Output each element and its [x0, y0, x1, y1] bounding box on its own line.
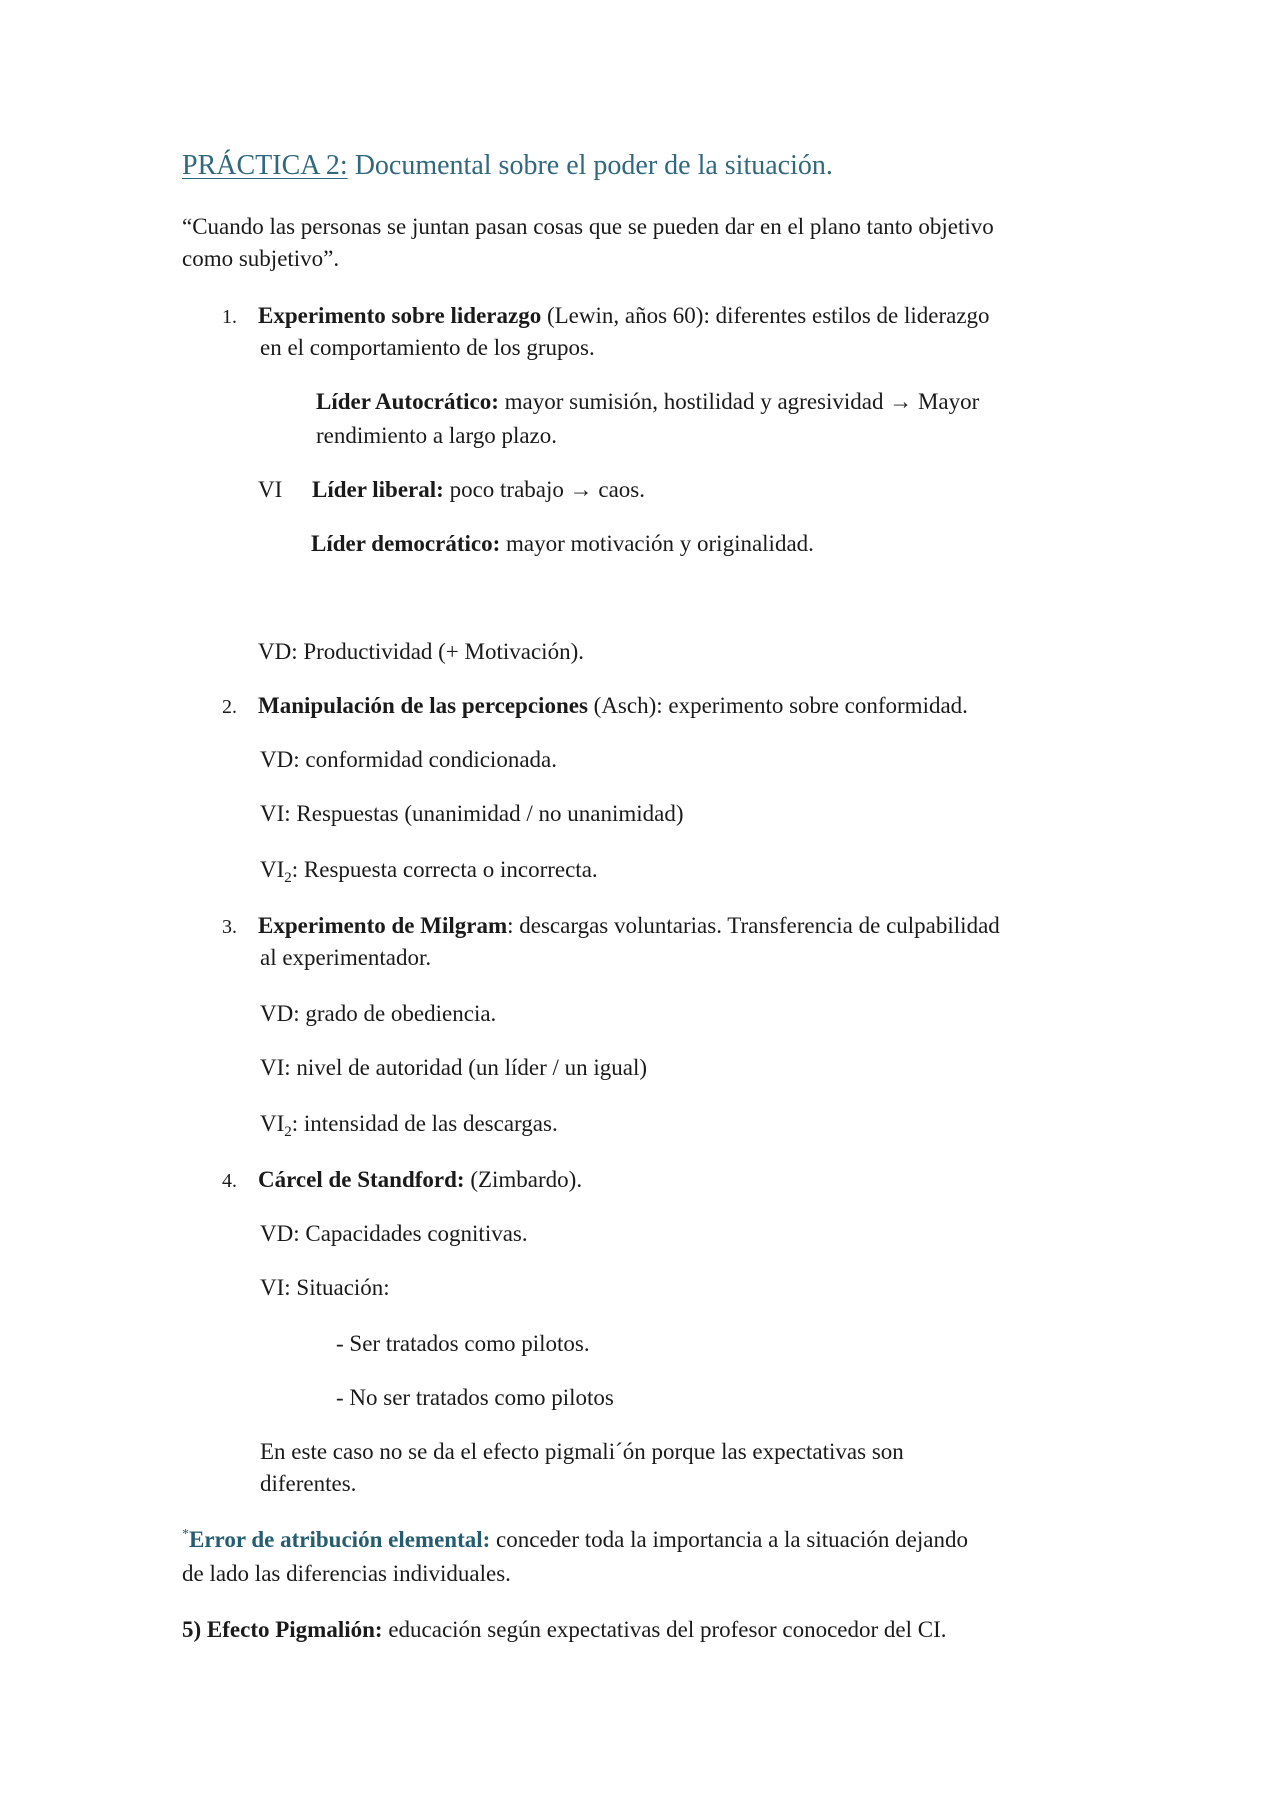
error-asterisk: * — [182, 1527, 189, 1542]
item-1-vd: VD: Productividad (+ Motivación). — [258, 639, 584, 664]
liberal-leader — [312, 474, 645, 506]
item-3-vi: VI: nivel de autoridad (un líder / un igual) — [260, 1055, 648, 1080]
autocratic-leader — [316, 386, 979, 418]
democratic-leader — [311, 528, 814, 560]
item-2-vi2-prefix: VI — [260, 857, 285, 882]
item-5-rest: educación según expectativas del profesor conocedor del CI. — [382, 1617, 947, 1642]
democratic-label: Líder democrático: — [311, 531, 501, 556]
item-4-number: 4. — [222, 1170, 237, 1192]
item-4-rest: (Zimbardo). — [464, 1167, 583, 1192]
item-4-option-1: - Ser tratados como pilotos. — [336, 1331, 590, 1356]
item-1-number: 1. — [222, 306, 237, 328]
item-1-bold: Experimento sobre liderazgo — [258, 303, 542, 328]
item-3-vi2 — [260, 1108, 558, 1140]
item-5-heading — [182, 1614, 947, 1646]
item-3-heading — [222, 910, 1000, 943]
item-3-vd: VD: grado de obediencia. — [260, 1001, 497, 1026]
item-1-line-2: en el comportamiento de los grupos. — [260, 335, 595, 360]
item-2-vi2-sub: 2 — [284, 870, 292, 886]
item-3-vi2-sub: 2 — [284, 1124, 292, 1140]
quote-line-2: como subjetivo”. — [182, 246, 340, 271]
item-4-heading — [222, 1164, 582, 1197]
liberal-label: Líder liberal: — [312, 477, 444, 502]
title-rest: Documental sobre el poder de la situación. — [347, 150, 833, 181]
item-4-note-line-2: diferentes. — [260, 1471, 357, 1496]
item-2-vi: VI: Respuestas (unanimidad / no unanimidad) — [260, 801, 684, 826]
item-4-vd: VD: Capacidades cognitivas. — [260, 1221, 528, 1246]
item-3-line-2: al experimentador. — [260, 945, 432, 970]
item-2-vi2-text: : Respuesta correcta o incorrecta. — [291, 857, 598, 882]
item-4-vi: VI: Situación: — [260, 1275, 390, 1300]
item-2-heading — [222, 690, 968, 723]
error-note-line-2: de lado las diferencias individuales. — [182, 1561, 511, 1586]
democratic-text: mayor motivación y originalidad. — [500, 531, 814, 556]
item-2-vi2 — [260, 854, 598, 886]
error-note — [182, 1524, 968, 1556]
item-1-heading — [222, 300, 990, 333]
autocratic-text: mayor sumisión, hostilidad y agresividad → Mayor — [498, 389, 980, 414]
title-prefix: PRÁCTICA 2: — [182, 150, 348, 181]
item-3-vi2-prefix: VI — [260, 1111, 285, 1136]
item-4-option-2: - No ser tratados como pilotos — [336, 1385, 614, 1410]
item-3-number: 3. — [222, 916, 237, 938]
item-2-rest: (Asch): experimento sobre conformidad. — [587, 693, 968, 718]
item-4-bold: Cárcel de Standford: — [258, 1167, 465, 1192]
page-title — [182, 150, 833, 182]
item-3-bold: Experimento de Milgram — [258, 913, 508, 938]
item-3-vi2-text: : intensidad de las descargas. — [291, 1111, 558, 1136]
autocratic-line-2: rendimiento a largo plazo. — [316, 423, 557, 448]
liberal-text: poco trabajo → caos. — [443, 477, 645, 502]
item-4-note-line-1: En este caso no se da el efecto pigmali´ón porque las expectativas son — [260, 1439, 904, 1464]
error-note-bold: Error de atribución elemental: — [189, 1527, 491, 1552]
item-3-rest: : descargas voluntarias. Transferencia de culpabilidad — [507, 913, 1000, 938]
quote-line-1: “Cuando las personas se juntan pasan cosas que se pueden dar en el plano tanto objetivo — [182, 214, 994, 239]
item-1-rest: (Lewin, años 60): diferentes estilos de liderazgo — [541, 303, 990, 328]
vi-label: VI — [258, 477, 283, 502]
item-2-bold: Manipulación de las percepciones — [258, 693, 588, 718]
error-note-rest: conceder toda la importancia a la situación dejando — [490, 1527, 968, 1552]
item-5-bold: 5) Efecto Pigmalión: — [182, 1617, 383, 1642]
item-2-number: 2. — [222, 696, 237, 718]
item-2-vd: VD: conformidad condicionada. — [260, 747, 557, 772]
autocratic-label: Líder Autocrático: — [316, 389, 499, 414]
